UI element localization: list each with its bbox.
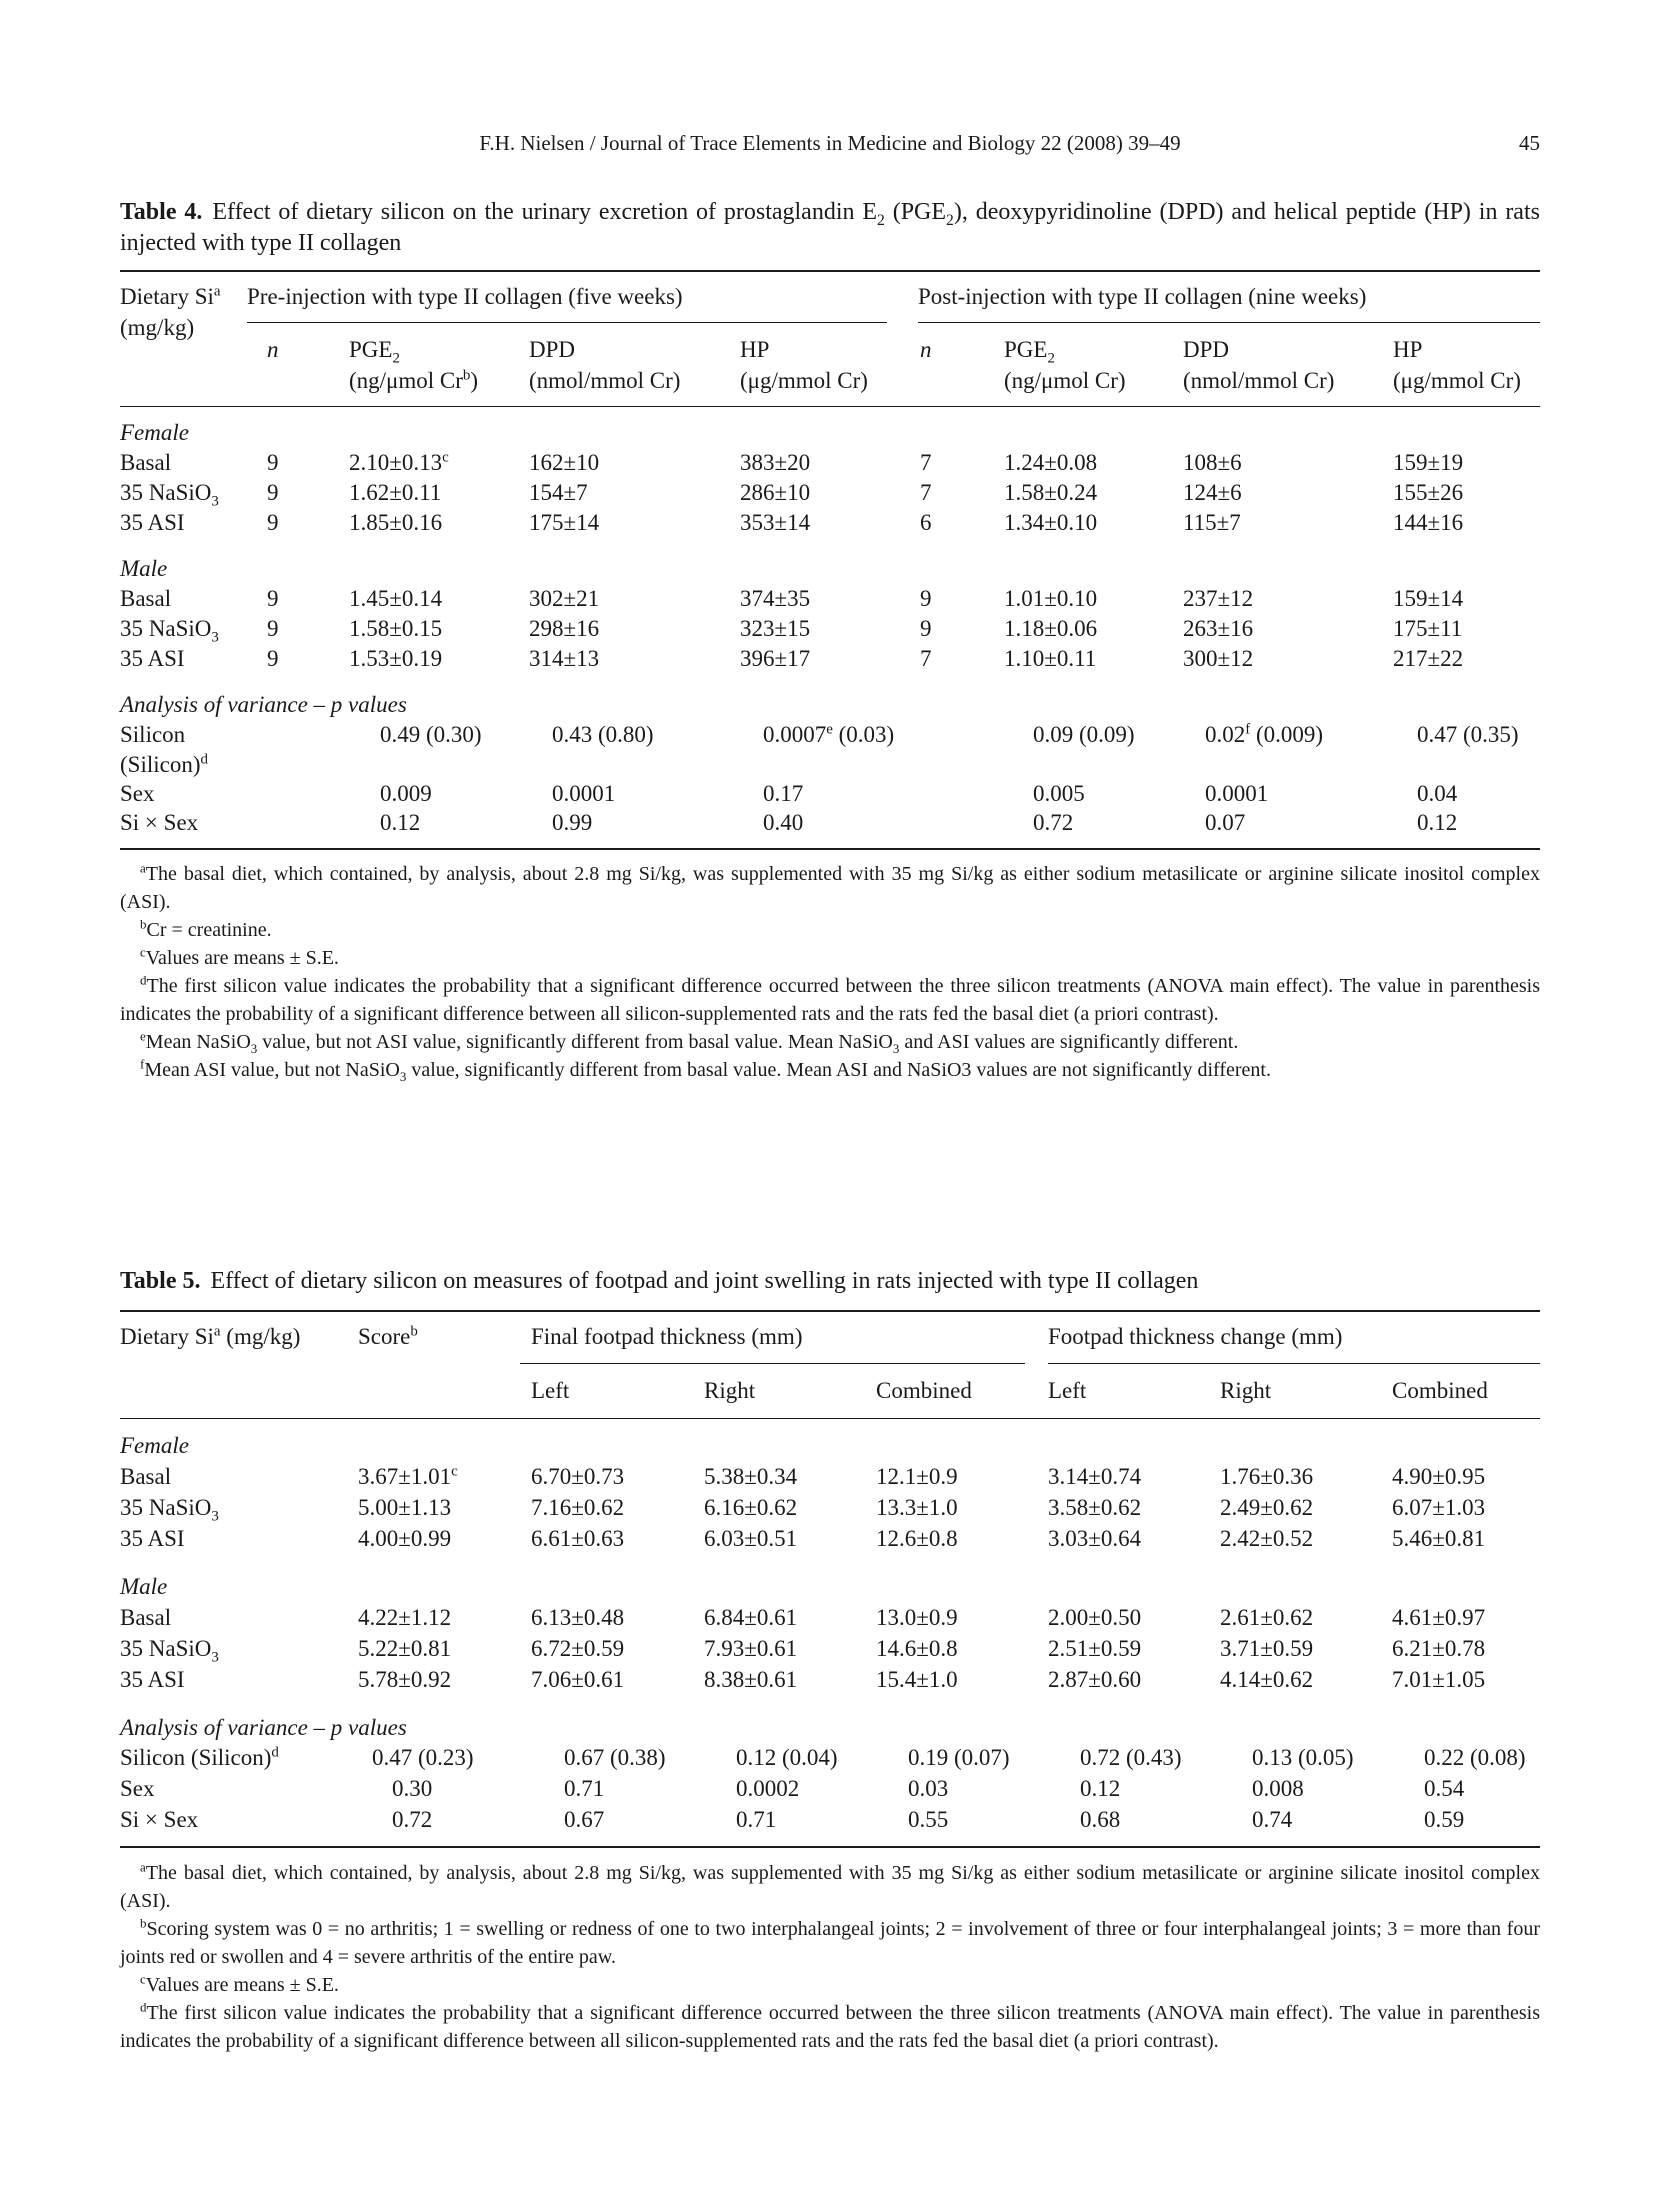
table5-head-combined: Combined <box>876 1378 972 1403</box>
table4-anova-cell: 0.09 (0.09) <box>1033 722 1135 747</box>
running-head-title: F.H. Nielsen / Journal of Trace Elements in Medicine and Biology 22 (2008) 39–49 <box>479 131 1181 155</box>
table4-group-pre-rule <box>247 322 887 323</box>
table5-group-change-rule <box>1048 1363 1540 1364</box>
table5-head-rule <box>120 1418 1540 1419</box>
table4-cell: 7 <box>920 450 932 475</box>
table5-cell: 2.51±0.59 <box>1048 1636 1142 1661</box>
table4-cell: 9 <box>267 510 279 535</box>
table5-cell: 2.87±0.60 <box>1048 1667 1142 1692</box>
table5-anova-cell: 0.67 <box>564 1807 605 1832</box>
table4-cell: 217±22 <box>1393 646 1464 671</box>
table5-anova-cell: 0.03 <box>908 1776 949 1801</box>
table5-head-score: Score$^b$ <box>358 1323 418 1349</box>
table5-anova-cell: 0.59 <box>1424 1807 1465 1832</box>
table5-anova-sixsex-label: Si × Sex <box>120 1807 199 1832</box>
table4-cell: 7 <box>920 480 932 505</box>
table5-cell: 7.06±0.61 <box>531 1667 625 1692</box>
table5-cell: 4.61±0.97 <box>1392 1605 1486 1630</box>
table5-anova-cell: 0.12 <box>1080 1776 1121 1801</box>
table5-anova-cell: 0.22 (0.08) <box>1424 1745 1526 1770</box>
table5-cell: 1.76±0.36 <box>1220 1464 1314 1489</box>
table5-cell: 2.42±0.52 <box>1220 1526 1314 1551</box>
table5-cell: 6.03±0.51 <box>704 1526 798 1551</box>
table4-row-diet: Basal <box>120 450 172 475</box>
table4-head-pge1-unit: (ng/μmol Cr$^b$) <box>349 367 479 393</box>
table5-anova-cell: 0.72 (0.43) <box>1080 1745 1182 1770</box>
table5-anova-cell: 0.0002 <box>736 1776 800 1801</box>
table4-cell: 9 <box>267 450 279 475</box>
table4-male-label: Male <box>120 556 168 581</box>
table4-head-diet-unit: (mg/kg) <box>120 315 195 340</box>
table4-cell: 108±6 <box>1183 450 1242 475</box>
table5-anova-cell: 0.54 <box>1424 1776 1465 1801</box>
table5-cell: 6.61±0.63 <box>531 1526 625 1551</box>
table4-anova-cell: 0.04 <box>1417 781 1458 806</box>
table4-head-pge2: $PGE_2$ <box>1004 337 1055 367</box>
table4-footnote-a: $^a$The basal diet, which contained, by analysis, about 2.8 mg Si/kg, was supplemented with 35 mg Si/kg as either sodium metasilicate or arginine silicate inositol complex (ASI). <box>120 860 1540 913</box>
table5-row-diet: Basal <box>120 1605 172 1630</box>
table4-row-diet: 35 NaSiO$_3$ <box>120 480 219 510</box>
table4-anova-silicon-label: Silicon <box>120 722 186 747</box>
table4-anova-silicon-label-2: (Silicon)$^d$ <box>120 751 208 777</box>
table5-cell: 4.14±0.62 <box>1220 1667 1314 1692</box>
table5-anova-cell: 0.67 (0.38) <box>564 1745 666 1770</box>
table4-head-dpd1: DPD <box>529 337 576 362</box>
table4-head-diet: Dietary Si$^a$ <box>120 283 221 309</box>
table4-anova-sixsex-label: Si × Sex <box>120 810 199 835</box>
table4-row-diet: Basal <box>120 586 172 611</box>
table4-anova-cell: 0.005 <box>1033 781 1085 806</box>
table4-row-diet: 35 NaSiO$_3$ <box>120 616 219 646</box>
table4-cell: 9 <box>267 646 279 671</box>
table4-cell: 1.62±0.11 <box>349 480 442 505</box>
table4-cell: 175±11 <box>1393 616 1463 641</box>
table5-anova-cell: 0.72 <box>392 1807 433 1832</box>
table5-top-rule <box>120 1310 1540 1312</box>
table5-cell: 6.13±0.48 <box>531 1605 625 1630</box>
table5-cell: 7.93±0.61 <box>704 1636 798 1661</box>
table4-cell: 1.58±0.24 <box>1004 480 1098 505</box>
table4-head-hp1: HP <box>740 337 770 362</box>
table4-bottom-rule <box>120 848 1540 850</box>
table5-cell: 2.00±0.50 <box>1048 1605 1142 1630</box>
table4-cell: 115±7 <box>1183 510 1241 535</box>
table4-footnote-c: $^c$Values are means ± S.E. <box>140 944 339 969</box>
table5-anova-cell: 0.68 <box>1080 1807 1121 1832</box>
table4-head-n1: n <box>267 337 279 362</box>
table4-head-dpd2-unit: (nmol/mmol Cr) <box>1183 368 1335 393</box>
table4-cell: 9 <box>920 586 932 611</box>
table4-group-pre: Pre-injection with type II collagen (five weeks) <box>247 284 683 309</box>
table4-cell: 2.10±0.13$^c$ <box>349 449 449 475</box>
table4-anova-cell: 0.12 <box>1417 810 1458 835</box>
table4-cell: 1.18±0.06 <box>1004 616 1098 641</box>
table4-cell: 353±14 <box>740 510 811 535</box>
table5-cell: 3.71±0.59 <box>1220 1636 1314 1661</box>
table4-footnote-e: $^e$Mean NaSiO$_3$ value, but not ASI value, significantly different from basal value. Mean NaSiO$_3$ and ASI values are significantly different. <box>140 1028 1239 1056</box>
table4-cell: 298±16 <box>529 616 600 641</box>
table5-head-combined: Combined <box>1392 1378 1488 1403</box>
table5-cell: 5.46±0.81 <box>1392 1526 1486 1551</box>
table4-anova-cell: 0.40 <box>763 810 804 835</box>
table4-cell: 1.10±0.11 <box>1004 646 1097 671</box>
table4-cell: 124±6 <box>1183 480 1242 505</box>
table4-anova-cell: 0.47 (0.35) <box>1417 722 1519 747</box>
table4-footnotes <box>120 860 1540 1084</box>
table5-row-diet: 35 ASI <box>120 1667 185 1692</box>
table4-anova-cell: 0.99 <box>552 810 593 835</box>
table5-cell: 4.00±0.99 <box>358 1526 452 1551</box>
table5-bottom-rule <box>120 1846 1540 1848</box>
table5-cell: 14.6±0.8 <box>876 1636 958 1661</box>
table5-anova-cell: 0.19 (0.07) <box>908 1745 1010 1770</box>
table4-footnote-d: $^d$The first silicon value indicates the probability that a significant difference occurred between the three silicon treatments (ANOVA main effect). The value in parenthesis indicates the probability of a significant difference between all silicon-supplemented rats and the rats fed the basal diet (a priori contrast). <box>120 972 1540 1025</box>
table4-head-dpd2: DPD <box>1183 337 1230 362</box>
table5-anova-cell: 0.12 (0.04) <box>736 1745 838 1770</box>
table5-cell: 6.21±0.78 <box>1392 1636 1486 1661</box>
table4-cell: 9 <box>267 480 279 505</box>
table5-cell: 13.3±1.0 <box>876 1495 958 1520</box>
table5-cell: 3.14±0.74 <box>1048 1464 1142 1489</box>
table4-footnote-b: $^b$Cr = creatinine. <box>140 916 272 941</box>
table5-cell: 3.67±1.01$^c$ <box>358 1463 458 1489</box>
table5-anova-cell: 0.55 <box>908 1807 949 1832</box>
table4-cell: 263±16 <box>1183 616 1254 641</box>
table4-anova-sex-label: Sex <box>120 781 155 806</box>
table5-anova-cell: 0.71 <box>736 1807 777 1832</box>
table5-row-diet: 35 NaSiO$_3$ <box>120 1636 219 1666</box>
table5-cell: 7.16±0.62 <box>531 1495 625 1520</box>
table5-cell: 13.0±0.9 <box>876 1605 958 1630</box>
table5-footnote-c: $^c$Values are means ± S.E. <box>140 1971 339 1996</box>
table4-cell: 7 <box>920 646 932 671</box>
table5-cell: 5.00±1.13 <box>358 1495 452 1520</box>
table5-anova-cell: 0.47 (0.23) <box>372 1745 474 1770</box>
table4-cell: 1.34±0.10 <box>1004 510 1098 535</box>
table5-cell: 8.38±0.61 <box>704 1667 798 1692</box>
table5-caption: Table 5. Effect of dietary silicon on measures of footpad and joint swelling in rats injected with type II collagen <box>120 1268 1199 1294</box>
table4-anova-cell: 0.12 <box>380 810 421 835</box>
table4-cell: 155±26 <box>1393 480 1464 505</box>
table5-label: Table 5. <box>120 1268 201 1294</box>
table4-head-rule <box>120 406 1540 407</box>
table5-anova-cell: 0.71 <box>564 1776 605 1801</box>
table4-head-hp2: HP <box>1393 337 1423 362</box>
table4-cell: 300±12 <box>1183 646 1254 671</box>
table5-cell: 6.16±0.62 <box>704 1495 798 1520</box>
table4-anova-cell: 0.0001 <box>552 781 616 806</box>
table4-anova-cell: 0.07 <box>1205 810 1246 835</box>
table4-cell: 1.53±0.19 <box>349 646 443 671</box>
table4-cell: 159±14 <box>1393 586 1464 611</box>
table4-cell: 1.01±0.10 <box>1004 586 1098 611</box>
table4-anova-cell: 0.72 <box>1033 810 1074 835</box>
table5-group-final-rule <box>520 1363 1025 1364</box>
table5-cell: 12.1±0.9 <box>876 1464 958 1489</box>
table4-cell: 154±7 <box>529 480 588 505</box>
table5-cell: 4.22±1.12 <box>358 1605 452 1630</box>
table4-cell: 383±20 <box>740 450 811 475</box>
table4-cell: 9 <box>267 616 279 641</box>
table4-cell: 314±13 <box>529 646 600 671</box>
table4-cell: 323±15 <box>740 616 811 641</box>
table4-cell: 1.24±0.08 <box>1004 450 1098 475</box>
table4-row-diet: 35 ASI <box>120 646 185 671</box>
table5-head-left: Left <box>531 1378 570 1403</box>
table5-head-diet: Dietary Si$^a$ (mg/kg) <box>120 1323 301 1349</box>
table4-anova-cell: 0.49 (0.30) <box>380 722 482 747</box>
table5-cell: 5.22±0.81 <box>358 1636 452 1661</box>
table4-cell: 396±17 <box>740 646 811 671</box>
table5-cell: 5.78±0.92 <box>358 1667 452 1692</box>
table5-anova-cell: 0.008 <box>1252 1776 1304 1801</box>
table4-anova-label: Analysis of variance – p values <box>120 692 407 717</box>
table4-top-rule <box>120 270 1540 272</box>
table5-anova-cell: 0.13 (0.05) <box>1252 1745 1354 1770</box>
table4-cell: 175±14 <box>529 510 600 535</box>
table4-anova-cell: 0.0007e (0.03) <box>763 721 895 747</box>
table4-row-diet: 35 ASI <box>120 510 185 535</box>
running-head <box>120 131 1540 161</box>
table4-female-label: Female <box>120 420 189 445</box>
table4-anova-cell: 0.0001 <box>1205 781 1269 806</box>
table5-anova-cell: 0.74 <box>1252 1807 1293 1832</box>
table4-cell: 1.85±0.16 <box>349 510 443 535</box>
table4-cell: 6 <box>920 510 932 535</box>
table5-row-diet: 35 NaSiO$_3$ <box>120 1495 219 1525</box>
table4-cell: 159±19 <box>1393 450 1464 475</box>
table5-head-right: Right <box>704 1378 756 1403</box>
table4-cell: 1.58±0.15 <box>349 616 443 641</box>
table5-cell: 6.72±0.59 <box>531 1636 625 1661</box>
table4-group-post: Post-injection with type II collagen (nine weeks) <box>918 284 1367 309</box>
table5-cell: 5.38±0.34 <box>704 1464 798 1489</box>
table5-cell: 12.6±0.8 <box>876 1526 958 1551</box>
table5-cell: 6.70±0.73 <box>531 1464 625 1489</box>
table4-cell: 286±10 <box>740 480 811 505</box>
table4-cell: 9 <box>920 616 932 641</box>
table4-cell: 302±21 <box>529 586 600 611</box>
table4-anova-cell: 0.43 (0.80) <box>552 722 654 747</box>
table5-cell: 7.01±1.05 <box>1392 1667 1486 1692</box>
table4-anova-cell: 0.02$^f$ (0.009) <box>1205 721 1324 747</box>
table4-group-post-rule <box>918 322 1540 323</box>
table4-cell: 162±10 <box>529 450 600 475</box>
table4-cell: 9 <box>267 586 279 611</box>
table5-head-right: Right <box>1220 1378 1272 1403</box>
table5-cell: 2.61±0.62 <box>1220 1605 1314 1630</box>
table4-anova-cell: 0.009 <box>380 781 432 806</box>
table5-anova-silicon-label: Silicon (Silicon)$^d$ <box>120 1744 279 1770</box>
table5-head-left: Left <box>1048 1378 1087 1403</box>
table4-cell: 237±12 <box>1183 586 1254 611</box>
table4-head-hp1-unit: (μg/mmol Cr) <box>740 368 868 393</box>
table5-cell: 4.90±0.95 <box>1392 1464 1486 1489</box>
table4-cell: 374±35 <box>740 586 811 611</box>
table5-row-diet: 35 ASI <box>120 1526 185 1551</box>
table4-head-hp2-unit: (μg/mmol Cr) <box>1393 368 1521 393</box>
table5-anova-cell: 0.30 <box>392 1776 433 1801</box>
table4-cell: 144±16 <box>1393 510 1464 535</box>
table5-cell: 3.58±0.62 <box>1048 1495 1142 1520</box>
table5-footnote-a: $^a$The basal diet, which contained, by analysis, about 2.8 mg Si/kg, was supplemented with 35 mg Si/kg as either sodium metasilicate or arginine silicate inositol complex (ASI). <box>120 1859 1540 1912</box>
table5-row-diet: Basal <box>120 1464 172 1489</box>
table5-cell: 3.03±0.64 <box>1048 1526 1142 1551</box>
table5-cell: 6.84±0.61 <box>704 1605 798 1630</box>
table5-cell: 2.49±0.62 <box>1220 1495 1314 1520</box>
table4-head-pge1: $PGE_2$ <box>349 337 400 367</box>
page-number: 45 <box>1519 131 1540 155</box>
table5-group-final: Final footpad thickness (mm) <box>531 1324 803 1349</box>
table5-group-change: Footpad thickness change (mm) <box>1048 1324 1343 1349</box>
table5-footnotes <box>120 1859 1540 2055</box>
table5-anova-label: Analysis of variance – p values <box>120 1715 407 1740</box>
table5-male-label: Male <box>120 1574 168 1599</box>
table4-head-n2: n <box>920 337 932 362</box>
table4-head-pge2-unit: (ng/μmol Cr) <box>1004 368 1126 393</box>
table4-footnote-f: $^f$Mean ASI value, but not NaSiO$_3$ value, significantly different from basal value. Mean ASI and NaSiO3 values are not significantly different. <box>140 1056 1271 1084</box>
table5-female-label: Female <box>120 1433 189 1458</box>
table4-head-dpd1-unit: (nmol/mmol Cr) <box>529 368 681 393</box>
table4-anova-cell: 0.17 <box>763 781 804 806</box>
table5-footnote-d: $^d$The first silicon value indicates the probability that a significant difference occurred between the three silicon treatments (ANOVA main effect). The value in parenthesis indicates the probability of a significant difference between all silicon-supplemented rats and the rats fed the basal diet (a priori contrast). <box>120 1999 1540 2052</box>
table5-cell: 15.4±1.0 <box>876 1667 958 1692</box>
table5-cell: 6.07±1.03 <box>1392 1495 1486 1520</box>
table5-footnote-b: $^b$Scoring system was 0 = no arthritis; 1 = swelling or redness of one to two interphalangeal joints; 2 = involvement of three or four interphalangeal joints; 3 = more than four joints red or swollen and 4 = severe arthritis of the entire paw. <box>120 1915 1540 1968</box>
table5-anova-sex-label: Sex <box>120 1776 155 1801</box>
table4-label: Table 4. <box>120 199 203 225</box>
table4-caption: Table 4. Effect of dietary silicon on the urinary excretion of prostaglandin $E_2$ $(PGE_2)$, deoxypyridinoline (DPD) and helical peptide (HP) in rats injected with type II collagen <box>120 199 1540 256</box>
table4-cell: 1.45±0.14 <box>349 586 443 611</box>
